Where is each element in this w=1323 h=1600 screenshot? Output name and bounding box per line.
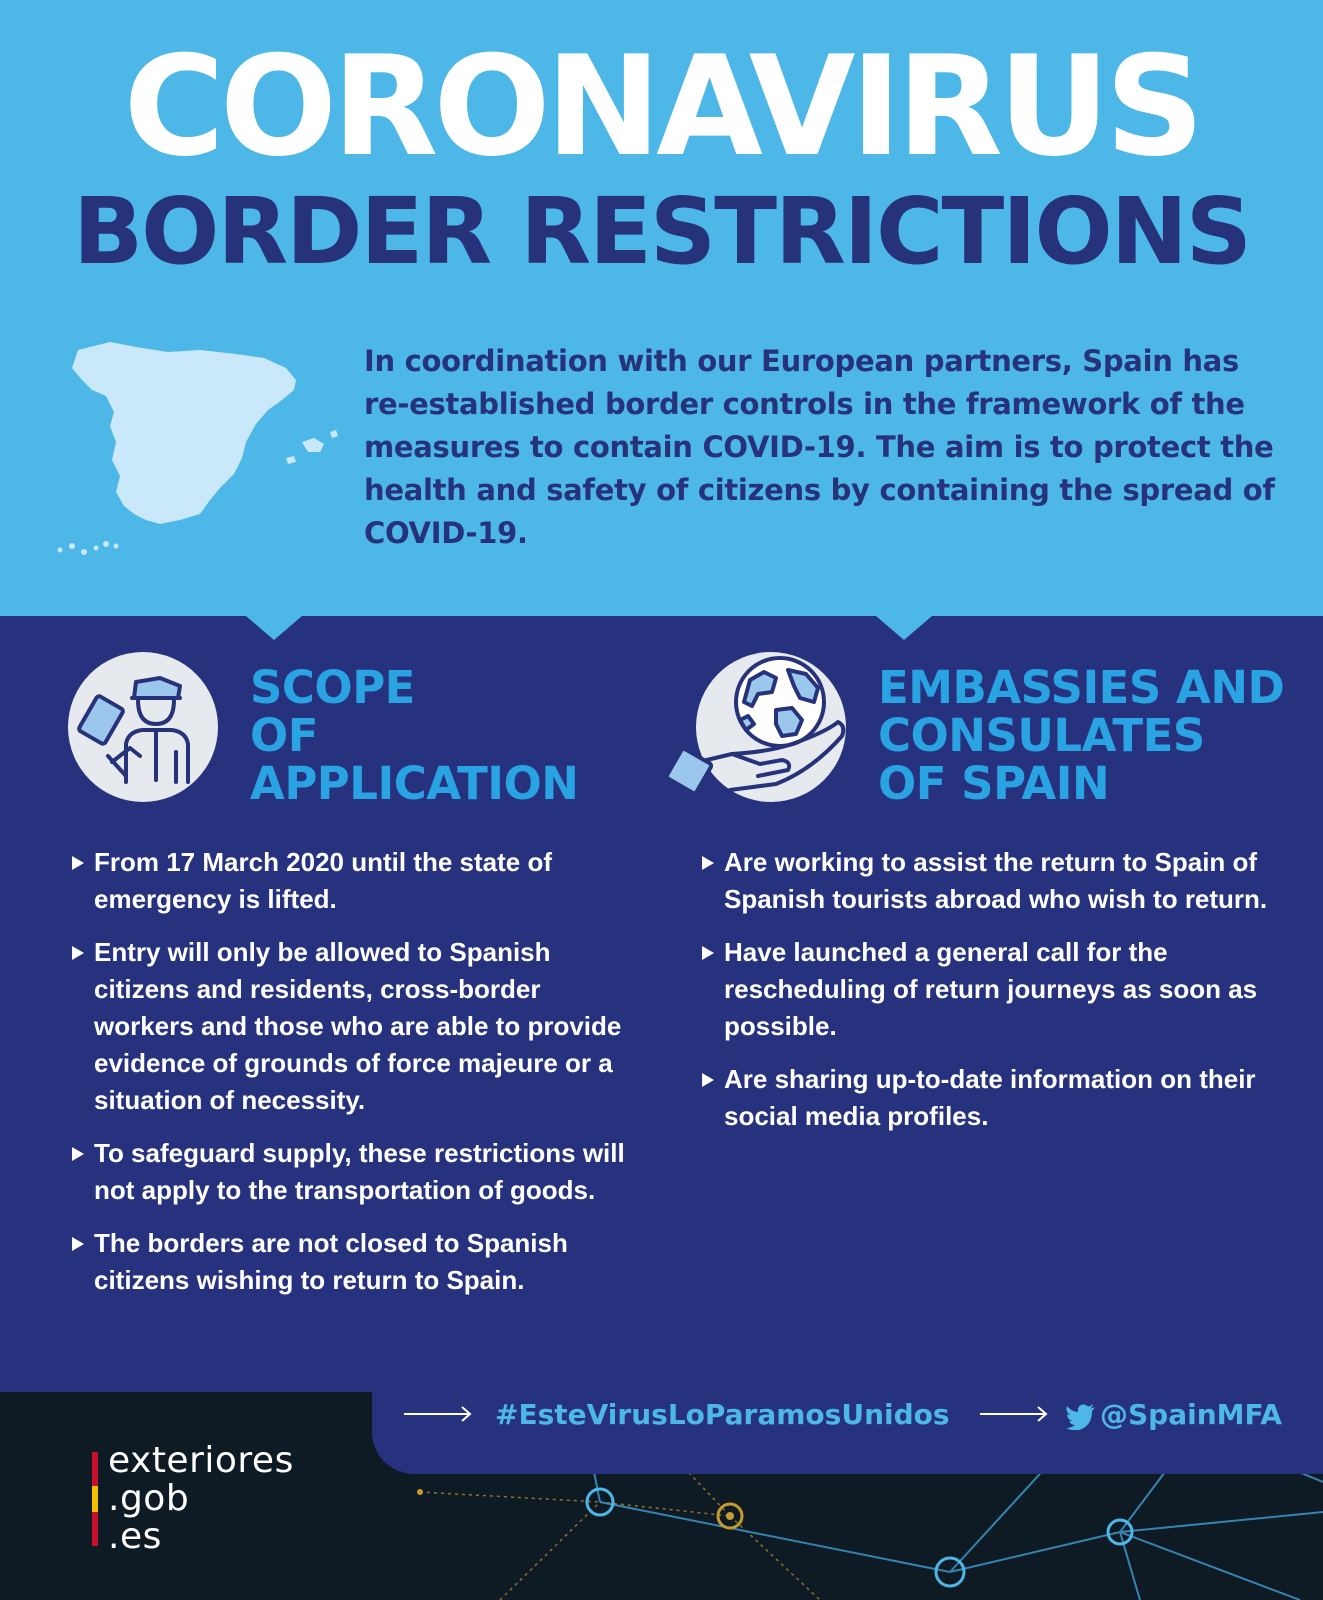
scope-title-line: APPLICATION — [250, 757, 579, 810]
list-item-text: Have launched a general call for the rescheduling of return journeys as soon as possible. — [724, 937, 1258, 1041]
globe-in-hand-icon — [696, 652, 846, 802]
spain-flag-bar — [92, 1452, 98, 1546]
flag-stripe — [92, 1452, 98, 1486]
list-item-text: The borders are not closed to Spanish citizens wishing to return to Spain. — [94, 1228, 568, 1295]
border-officer-icon — [68, 652, 218, 802]
flag-stripe — [92, 1486, 98, 1512]
intro-paragraph: In coordination with our European partners, Spain has re-established border controls in the framework of the measures to contain COVID-19. The aim is to protect the health and safety of citizens by containing the spread of COVID-19. — [364, 344, 1275, 550]
spain-map-icon — [50, 338, 340, 578]
page-subtitle: BORDER RESTRICTIONS — [72, 178, 1250, 285]
bullet-arrow-icon — [72, 946, 84, 960]
scope-title-line: SCOPE — [250, 661, 415, 714]
scope-bullet-list — [70, 844, 630, 1315]
logo-line: exteriores — [108, 1440, 294, 1481]
bullet-arrow-icon — [702, 946, 714, 960]
list-item — [70, 844, 630, 918]
bullet-arrow-icon — [72, 856, 84, 870]
page-title: CORONAVIRUS — [123, 26, 1200, 187]
arrow-right-icon — [980, 1404, 1050, 1424]
list-item-text: From 17 March 2020 until the state of emergency is lifted. — [94, 847, 553, 914]
exteriores-logo — [108, 1442, 294, 1556]
bullet-arrow-icon — [702, 1073, 714, 1087]
logo-line: .es — [108, 1516, 162, 1557]
embassies-title — [878, 661, 1285, 810]
logo-line: .gob — [108, 1478, 190, 1519]
list-item-text: Entry will only be allowed to Spanish citizens and residents, cross-border workers and those who are able to provide evidence of grounds of force majeure or a situation of necessity. — [94, 937, 622, 1115]
footer-corner — [0, 1392, 400, 1432]
list-item-text: To safeguard supply, these restrictions will not apply to the transportation of goods. — [94, 1138, 625, 1205]
embassies-title-line: OF SPAIN — [878, 757, 1110, 810]
list-item — [700, 844, 1280, 918]
pointer-notch — [876, 616, 932, 640]
list-item-text: Are sharing up-to-date information on their social media profiles. — [724, 1064, 1256, 1131]
arrow-right-icon — [404, 1404, 474, 1424]
hashtag-link[interactable]: #EsteVirusLoParamosUnidos — [495, 1398, 950, 1431]
scope-title — [250, 661, 579, 810]
scope-title-line: OF — [250, 709, 318, 762]
bullet-arrow-icon — [72, 1237, 84, 1251]
list-item — [700, 934, 1280, 1045]
list-item — [700, 1061, 1280, 1135]
pointer-notch — [246, 616, 302, 640]
embassies-bullet-list — [700, 844, 1280, 1151]
list-item — [70, 934, 630, 1119]
twitter-handle-link[interactable]: @SpainMFA — [1100, 1398, 1283, 1431]
embassies-title-line: CONSULATES — [878, 709, 1205, 762]
embassies-title-line: EMBASSIES AND — [878, 661, 1285, 714]
bullet-arrow-icon — [702, 856, 714, 870]
twitter-icon — [1066, 1404, 1096, 1430]
list-item — [70, 1225, 630, 1299]
list-item — [70, 1135, 630, 1209]
list-item-text: Are working to assist the return to Spain of Spanish tourists abroad who wish to return. — [724, 847, 1268, 914]
bullet-arrow-icon — [72, 1147, 84, 1161]
flag-stripe — [92, 1512, 98, 1546]
